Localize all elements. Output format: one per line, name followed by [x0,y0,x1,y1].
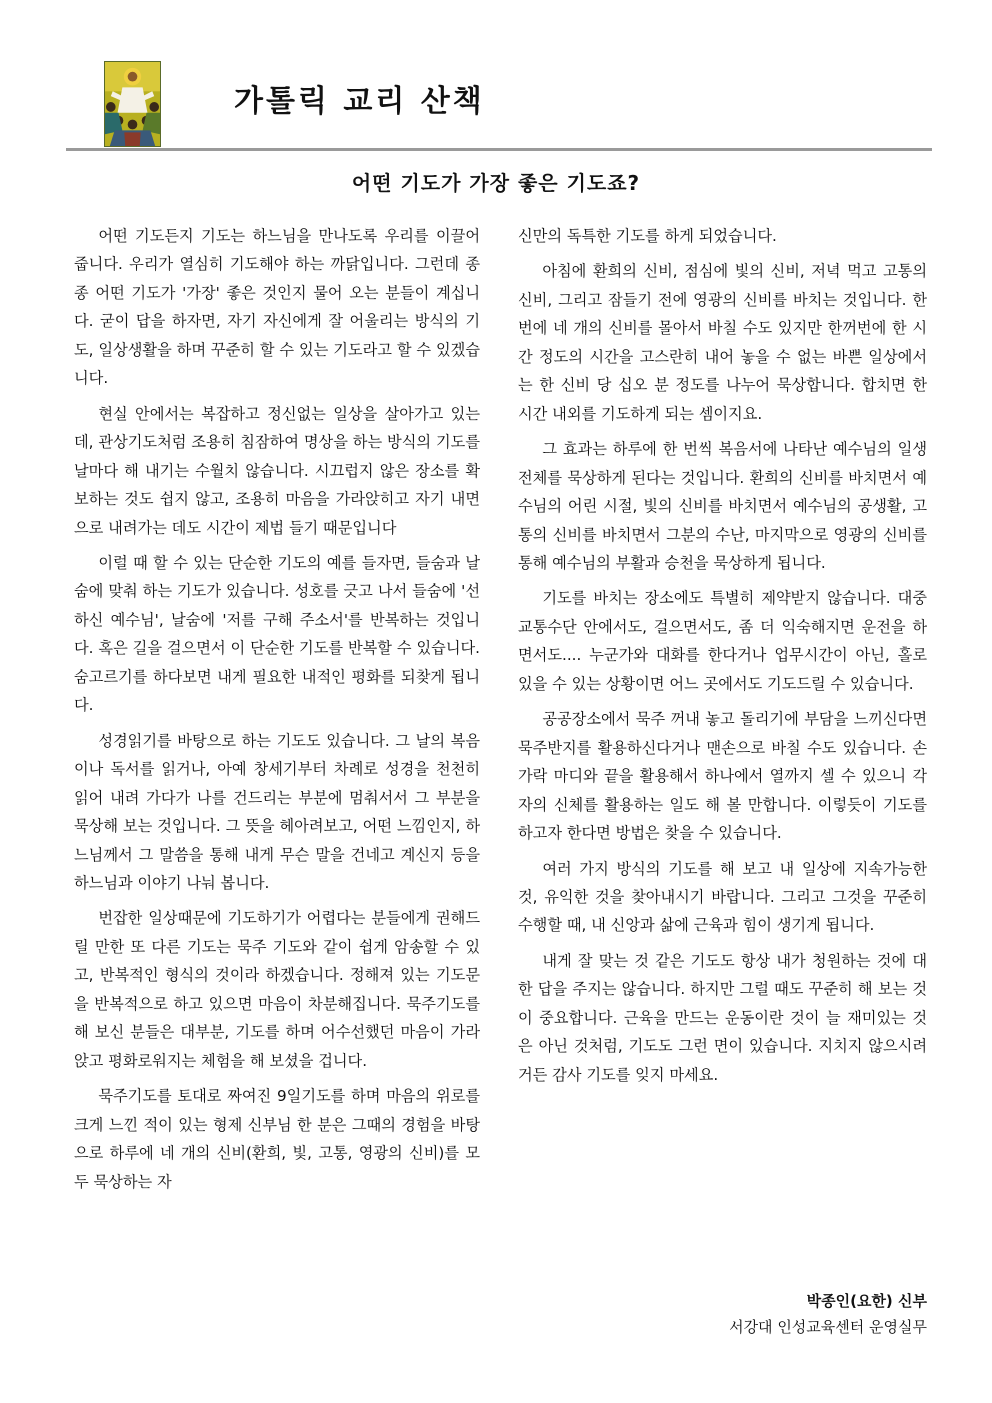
paragraph: 공공장소에서 묵주 꺼내 놓고 돌리기에 부담을 느끼신다면 묵주반지를 활용하신다거나 맨손으로 바칠 수도 있습니다. 손가락 마디와 끝을 활용해서 하나에서 열까지 셀 수 있으니 각자의 신체를 활용하는 일도 해 볼 만합니다. 이렇듯이 기도를 하고자 한다면 방법은 찾을 수 있습니다. [518,710,927,843]
paragraph: 아침에 환희의 신비, 점심에 빛의 신비, 저녁 먹고 고통의 신비, 그리고 잠들기 전에 영광의 신비를 바치는 것입니다. 한 번에 네 개의 신비를 몰아서 바칠 수도 있지만 한꺼번에 한 시간 정도의 시간을 고스란히 내어 놓을 수 없는 바쁜 일상에서는 한 신비 당 십오 분 정도를 나누어 묵상합니다. 합치면 한 시간 내외를 기도하게 되는 셈이지요. [518,262,927,423]
paragraph: 어떤 기도든지 기도는 하느님을 만나도록 우리를 이끌어 줍니다. 우리가 열심히 기도해야 하는 까닭입니다. 그런데 종종 어떤 기도가 '가장' 좋은 것인지 물어 오는 분들이 계십니다. 굳이 답을 하자면, 자기 자신에게 잘 어울리는 방식의 기도, 일상생활을 하며 꾸준히 할 수 있는 기도라고 할 수 있겠습니다. [74,227,480,388]
header-divider [66,148,932,151]
paragraph: 기도를 바치는 장소에도 특별히 제약받지 않습니다. 대중교통수단 안에서도, 걸으면서도, 좀 더 익숙해지면 운전을 하면서도.... 누군가와 대화를 한다거나 업무시간이 아닌, 홀로 있을 수 있는 상황이면 어느 곳에서도 기도드릴 수 있습니다. [518,589,927,693]
paragraph: 그 효과는 하루에 한 번씩 복음서에 나타난 예수님의 일생 전체를 묵상하게 된다는 것입니다. 환희의 신비를 바치면서 예수님의 어린 시절, 빛의 신비를 바치면서 예수님의 공생활, 고통의 신비를 바치면서 그분의 수난, 마지막으로 영광의 신비를 통해 예수님의 부활과 승천을 묵상하게 됩니다. [518,440,927,572]
paragraph: 성경읽기를 바탕으로 하는 기도도 있습니다. 그 날의 복음이나 독서를 읽거나, 아예 창세기부터 차례로 성경을 천천히 읽어 내려 가다가 나를 건드리는 부분에 멈춰서서 그 부분을 묵상해 보는 것입니다. 그 뜻을 헤아려보고, 어떤 느낌인지, 하느님께서 그 말씀을 통해 내게 무슨 말을 건네고 계신지 등을 하느님과 이야기 나눠 봅니다. [74,731,480,892]
paragraph: 여러 가지 방식의 기도를 해 보고 내 일상에 지속가능한 것, 유익한 것을 찾아내시기 바랍니다. 그리고 그것을 꾸준히 수행할 때, 내 신앙과 삶에 근육과 힘이 생기게 됩니다. [518,859,927,935]
article-column-left [74,222,480,1203]
paragraph: 이럴 때 할 수 있는 단순한 기도의 예를 들자면, 들숨과 날숨에 맞춰 하는 기도가 있습니다. 성호를 긋고 나서 들숨에 '선하신 예수님', 날숨에 '저를 구해 주소서'를 반복하는 것입니다. 혹은 길을 걸으면서 이 단순한 기도를 반복할 수 있습니다. 숨고르기를 하다보면 내게 필요한 내적인 평화를 되찾게 됩니다. [74,553,480,715]
paragraph: 내게 잘 맞는 것 같은 기도도 항상 내가 청원하는 것에 대한 답을 주지는 않습니다. 하지만 그럴 때도 꾸준히 해 보는 것이 중요합니다. 근육을 만드는 운동이란 것이 늘 재미있는 것은 아닌 것처럼, 기도도 그런 면이 있습니다. 지치지 않으시려거든 감사 기도를 잊지 마세요. [518,951,927,1084]
header-title: 가톨릭 교리 산책 [234,84,485,119]
article-title: 어떤 기도가 가장 좋은 기도죠? [351,171,641,195]
header-logo [104,61,161,147]
jesus-with-disciples-icon [105,62,160,146]
paragraph: 묵주기도를 토대로 짜여진 9일기도를 하며 마음의 위로를 크게 느낀 적이 있는 형제 신부님 한 분은 그때의 경험을 바탕으로 하루에 네 개의 신비(환희, 빛, 고통, 영광의 신비)를 모두 묵상하는 자 [74,1087,480,1191]
author-affiliation: 서강대 인성교육센터 운영실무 [729,1318,927,1336]
author-signature [729,1288,927,1340]
paragraph: 현실 안에서는 복잡하고 정신없는 일상을 살아가고 있는데, 관상기도처럼 조용히 침잠하여 명상을 하는 방식의 기도를 날마다 해 내기는 수월치 않습니다. 시끄럽지 않은 장소를 확보하는 것도 쉽지 않고, 조용히 마음을 가라앉히고 자기 내면으로 내려가는 데도 시간이 제법 들기 때문입니다 [74,404,480,537]
article-column-right [518,222,927,1096]
paragraph-continued: 신만의 독특한 기도를 하게 되었습니다. [518,227,777,245]
author-name: 박종인(요한) 신부 [806,1292,927,1310]
paragraph: 번잡한 일상때문에 기도하기가 어렵다는 분들에게 권해드릴 만한 또 다른 기도는 묵주 기도와 같이 쉽게 암송할 수 있고, 반복적인 형식의 것이라 하겠습니다. 정해져 있는 기도문을 반복적으로 하고 있으면 마음이 차분해집니다. 묵주기도를 해 보신 분들은 대부분, 기도를 하며 어수선했던 마음이 가라앉고 평화로워지는 체험을 해 보셨을 겁니다. [74,909,480,1070]
